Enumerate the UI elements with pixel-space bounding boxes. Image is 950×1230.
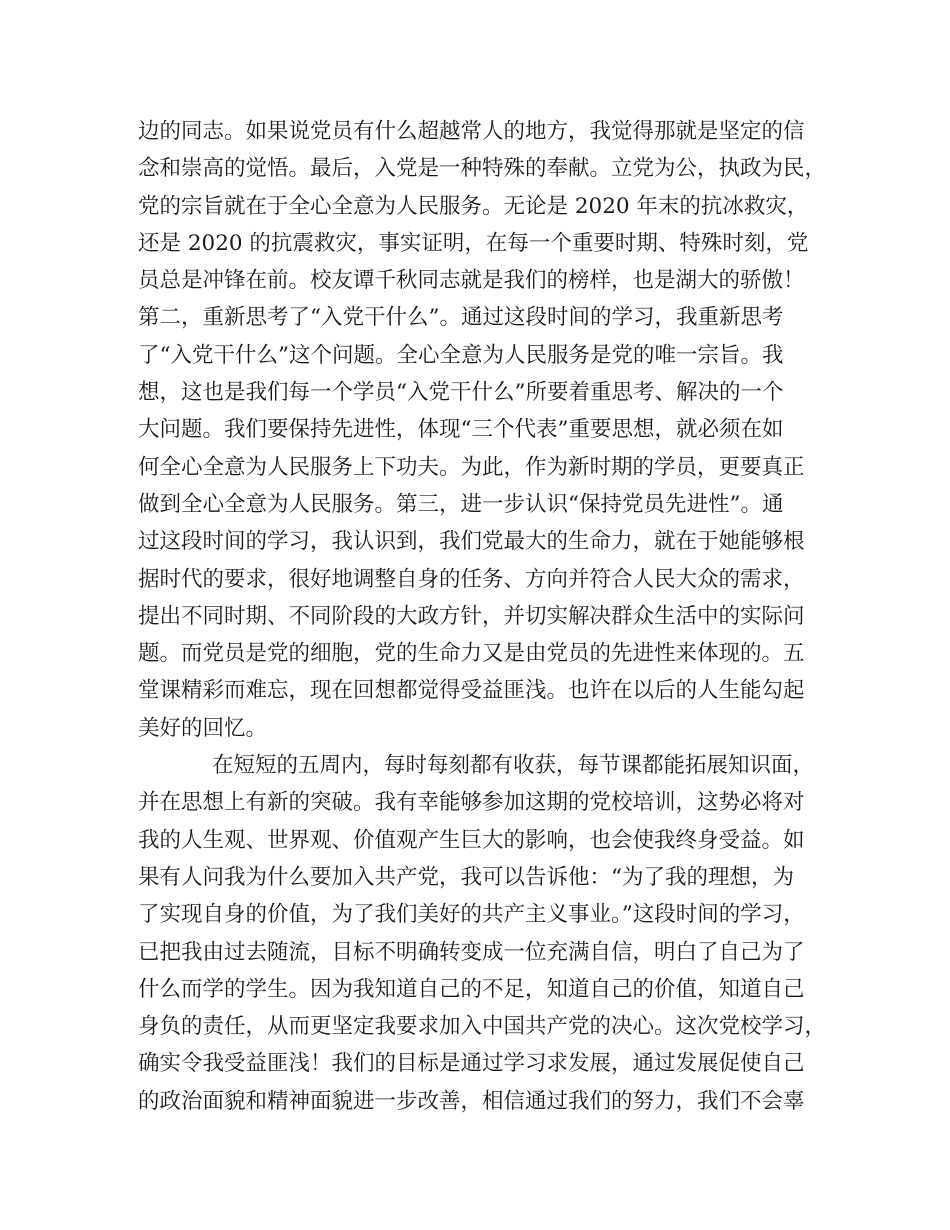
text-line: 提出不同时期、不同阶段的大政方针，并切实解决群众生活中的实际问 xyxy=(138,603,805,629)
text-line: 题。而党员是党的细胞，党的生命力又是由党员的先进性来体现的。五 xyxy=(138,641,805,667)
text-line: 据时代的要求，很好地调整自身的任务、方向并符合人民大众的需求， xyxy=(138,566,805,592)
text-line: 堂课精彩而难忘，现在回想都觉得受益匪浅。也许在以后的人生能勾起 xyxy=(138,678,805,704)
paragraph-start-line: 在短短的五周内，每时每刻都有收获，每节课都能拓展知识面， xyxy=(212,753,815,779)
text-line: 边的同志。如果说党员有什么超越常人的地方，我觉得那就是坚定的信 xyxy=(138,119,805,144)
text-line: 美好的回忆。 xyxy=(138,715,268,741)
text-line: 已把我由过去随流，目标不明确转变成一位充满自信，明白了自己为了 xyxy=(138,939,805,965)
text-line: 的政治面貌和精神面貌进一步改善，相信通过我们的努力，我们不会辜 xyxy=(138,1088,805,1114)
text-line: 确实令我受益匪浅！我们的目标是通过学习求发展，通过发展促使自己 xyxy=(138,1051,805,1077)
text-line: 念和崇高的觉悟。最后，入党是一种特殊的奉献。立党为公，执政为民， xyxy=(138,156,827,182)
text-line: 了实现自身的价值，为了我们美好的共产主义事业。”这段时间的学习， xyxy=(138,902,805,928)
text-line: 员总是冲锋在前。校友谭千秋同志就是我们的榜样，也是湖大的骄傲！ xyxy=(138,268,805,294)
text-line: 党的宗旨就在于全心全意为人民服务。无论是 2020 年末的抗冰救灾， xyxy=(138,193,809,219)
text-line: 什么而学的学生。因为我知道自己的不足，知道自己的价值，知道自己 xyxy=(138,976,805,1002)
text-line: 做到全心全意为人民服务。第三，进一步认识“保持党员先进性”。通 xyxy=(138,491,784,517)
text-line: 果有人问我为什么要加入共产党，我可以告诉他：“为了我的理想，为 xyxy=(138,864,794,890)
text-line: 过这段时间的学习，我认识到，我们党最大的生命力，就在于她能够根 xyxy=(138,529,805,555)
text-line: 第二，重新思考了“入党干什么”。通过这段时间的学习，我重新思考 xyxy=(138,305,784,331)
text-line: 还是 2020 的抗震救灾，事实证明，在每一个重要时期、特殊时刻，党 xyxy=(138,230,809,256)
text-line: 并在思想上有新的突破。我有幸能够参加这期的党校培训，这势必将对 xyxy=(138,790,805,816)
text-line: 想，这也是我们每一个学员“入党干什么”所要着重思考、解决的一个 xyxy=(138,380,784,406)
text-line: 我的人生观、世界观、价值观产生巨大的影响，也会使我终身受益。如 xyxy=(138,827,805,853)
text-line: 何全心全意为人民服务上下功夫。为此，作为新时期的学员，更要真正 xyxy=(138,454,805,480)
body-text xyxy=(138,113,828,1120)
text-line: 身负的责任，从而更坚定我要求加入中国共产党的决心。这次党校学习， xyxy=(138,1014,827,1040)
text-line: 大问题。我们要保持先进性，体现“三个代表”重要思想，就必须在如 xyxy=(138,417,784,443)
text-line: 了“入党干什么”这个问题。全心全意为人民服务是党的唯一宗旨。我 xyxy=(138,342,784,368)
